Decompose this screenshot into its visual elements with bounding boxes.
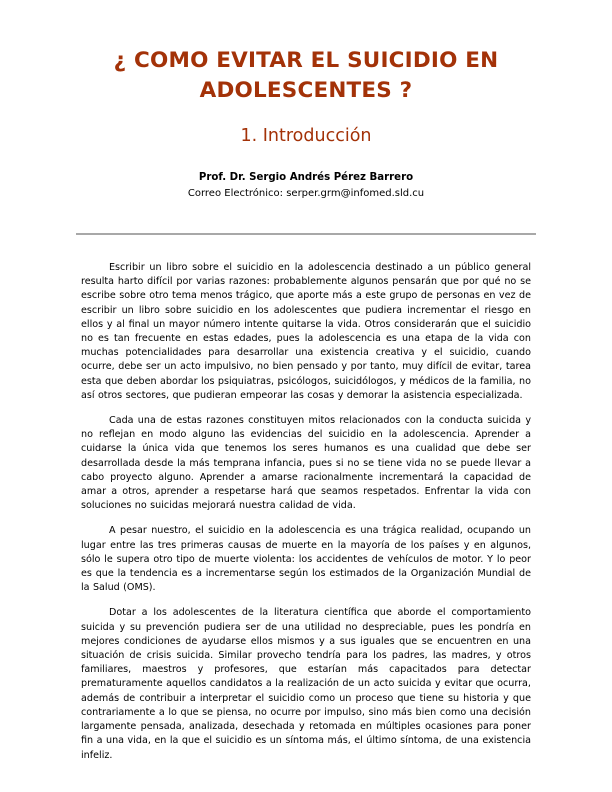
body-paragraph: Escribir un libro sobre el suicidio en la adolescencia destinado a un público general resulta harto difícil por varias razones: probablemente algunos pensarán que por qué no se escribe sobre otro tema menos trágico, que aporte más a este grupo de personas en vez de escribir un libro sobre suicidio en los adolescentes que pudiera incrementar el riesgo en ellos y al final un mayor número intente quitarse la vida. Otros considerarán que el suicidio no es tan frecuente en estas edades, pues la adolescencia es una etapa de la vida con muchas potencialidades para desarrollar una existencia creativa y el suicidio, cuando ocurre, debe ser un acto impulsivo, no bien pensado y por tanto, muy difícil de evitar, tarea esta que deben abordar los psiquiatras, psicólogos, suicidólogos, y médicos de la familia, no así otros sectores, que pudieran empeorar las cosas y demorar la asistencia especializada. bbox=[81, 262, 531, 401]
section-subtitle: 1. Introducción bbox=[240, 126, 372, 146]
author-email-line: Correo Electrónico: serper.grm@infomed.sld.cu bbox=[187, 188, 425, 199]
page-title: ¿ COMO EVITAR EL SUICIDIO EN ADOLESCENTES ? bbox=[113, 48, 499, 103]
author-byline: Prof. Dr. Sergio Andrés Pérez Barrero bbox=[198, 172, 414, 183]
body-paragraph: Cada una de estas razones constituyen mitos relacionados con la conducta suicida y no reflejan en modo alguno las evidencias del suicidio en la adolescencia. Aprender a cuidarse la única vida que tenemos los seres humanos es una cualidad que debe ser desarrollada desde la más temprana infancia, pues si no se tiene vida no se puede llevar a cabo proyecto alguno. Aprender a amarse racionalmente incrementará la capacidad de amar a otros, aprender a respetarse hará que seamos respetados. Enfrentar la vida con soluciones no suicidas mejorará nuestra calidad de vida. bbox=[81, 415, 531, 512]
body-paragraph: Dotar a los adolescentes de la literatura científica que aborde el comportamiento suicida y su prevención pudiera ser de una utilidad no despreciable, pues les pondría en mejores condiciones de ayudarse ellos mismos y a sus iguales que se encuentren en una situación de crisis suicida. Similar provecho tendría para los padres, las madres, y otros familiares, maestros y profesores, que estarían más capacitados para detectar prematuramente aquellos candidatos a la realización de un acto suicida y evitar que ocurra, además de contribuir a interpretar el suicidio como un proceso que tiene su historia y que contrariamente a lo que se piensa, no ocurre por impulso, sino más bien como una decisión largamente pensada, analizada, desechada y retomada en múltiples ocasiones para poner fin a una vida, en la que el suicidio es un síntoma más, el último síntoma, de una existencia infeliz. bbox=[81, 607, 531, 761]
body-paragraph: A pesar nuestro, el suicidio en la adolescencia es una trágica realidad, ocupando un lugar entre las tres primeras causas de muerte en la mayoría de los países y en algunos, sólo le supera otro tipo de muerte violenta: los accidentes de vehículos de motor. Y lo peor es que la tendencia es a incrementarse según los estimados de la Organización Mundial de la Salud (OMS). bbox=[81, 525, 531, 594]
document-header bbox=[0, 0, 612, 235]
document-body bbox=[81, 235, 531, 763]
